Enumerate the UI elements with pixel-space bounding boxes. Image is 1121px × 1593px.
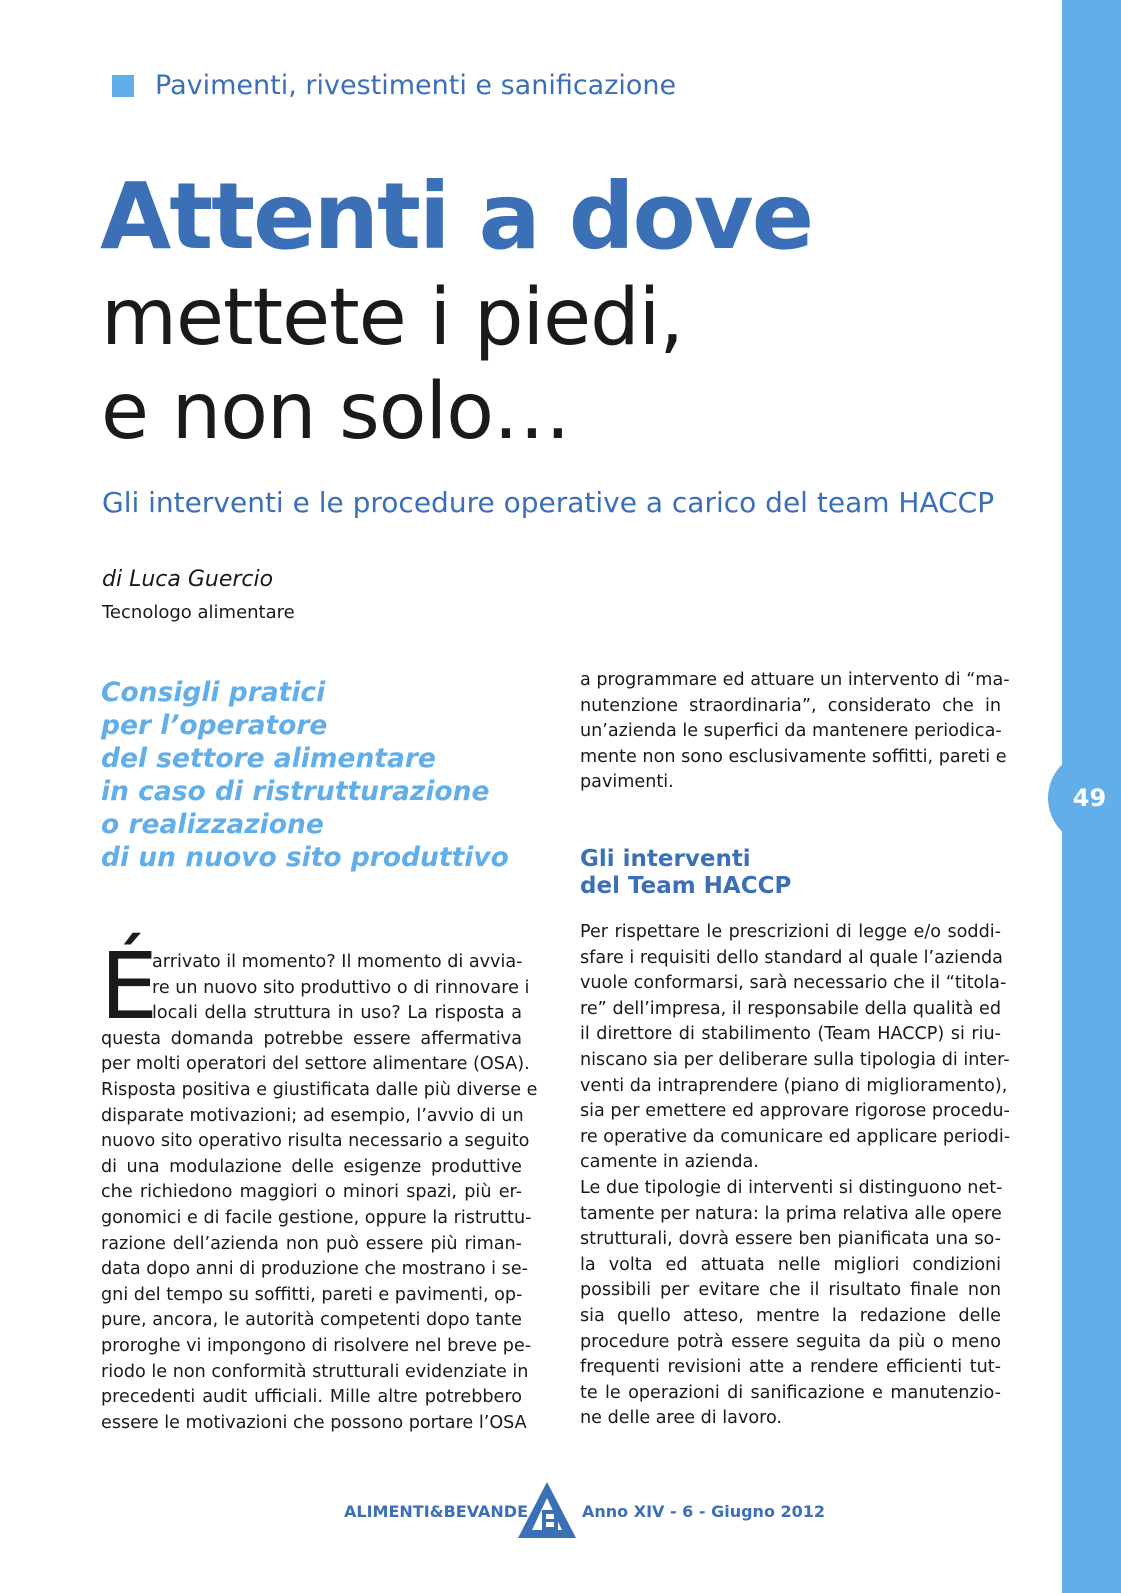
body-line: re operative da comunicare ed applicare periodi- <box>580 1126 1011 1147</box>
body-line: disparate motivazioni; ad esempio, l’avvio di un <box>101 1105 524 1126</box>
footer <box>0 1480 1121 1540</box>
lead-line: o realizzazione <box>101 809 324 840</box>
body-line: re un nuovo sito produttivo o di rinnovare i <box>152 977 530 998</box>
body-line: possibili per evitare che il risultato finale non <box>580 1280 1001 1301</box>
lead-line: Consigli pratici <box>101 677 326 708</box>
body-line: ne delle aree di lavoro. <box>580 1408 783 1429</box>
body-line: Le due tipologie di interventi si distinguono net- <box>580 1177 1003 1198</box>
body-line: questa domanda potrebbe essere affermativa <box>101 1028 522 1049</box>
body-line: a programmare ed attuare un intervento di “ma- <box>580 670 1010 690</box>
body-line: niscano sia per deliberare sulla tipologia di inter- <box>580 1049 1010 1070</box>
lead-block <box>101 676 541 874</box>
body-line: riodo le non conformità strutturali evidenziate in <box>101 1361 529 1382</box>
body-line: razione dell’azienda non può essere più riman- <box>101 1233 522 1254</box>
lead-line: di un nuovo sito produttivo <box>101 842 509 873</box>
title-line-3: e non solo… <box>101 367 570 457</box>
body-line: venti da intraprendere (piano di miglioramento), <box>580 1075 1008 1096</box>
body-line: il direttore di stabilimento (Team HACCP) si riu- <box>580 1024 1001 1045</box>
body-line: precedenti audit ufficiali. Mille altre potrebbero <box>101 1387 522 1408</box>
article-subtitle: Gli interventi e le procedure operative a carico del team HACCP <box>102 486 995 519</box>
lead-line: per l’operatore <box>101 710 328 741</box>
body-line: camente in azienda. <box>580 1152 759 1173</box>
body-line: gni del tempo su soffitti, pareti e pavimenti, op- <box>101 1284 523 1305</box>
body-line: tamente per natura: la prima relativa alle opere <box>580 1203 1002 1224</box>
body-line: di una modulazione delle esigenze produttive <box>101 1156 522 1177</box>
body-line: pavimenti. <box>580 772 674 793</box>
body-line: sia quello atteso, mentre la redazione delle <box>580 1305 1001 1326</box>
title-line-1: Attenti a dove <box>100 163 813 270</box>
body-line: locali della struttura in uso? La risposta a <box>152 1003 522 1024</box>
drop-cap: É <box>100 933 159 1040</box>
lead-line: del settore alimentare <box>101 743 436 774</box>
body-line: nutenzione straordinaria”, considerato che in <box>580 695 1001 716</box>
left-column <box>101 950 538 1436</box>
body-line: procedure potrà essere seguita da più o meno <box>580 1331 1001 1352</box>
body-line: un’azienda le superfici da mantenere periodica- <box>580 721 1002 742</box>
author-role: Tecnologo alimentare <box>102 602 295 623</box>
body-line: te le operazioni di sanificazione e manutenzio- <box>580 1382 1001 1403</box>
body-line: la volta ed attuata nelle migliori condizioni <box>580 1254 1001 1275</box>
section-heading-line: Gli interventi <box>580 846 751 872</box>
body-line: sfare i requisiti dello standard al quale l’azienda <box>580 947 1003 968</box>
body-line: strutturali, dovrà essere ben pianificata una so- <box>580 1229 1001 1250</box>
issue-info: Anno XIV - 6 - Giugno 2012 <box>582 1502 826 1521</box>
right-column-top <box>580 668 1010 796</box>
body-line: nuovo sito operativo risulta necessario a seguito <box>101 1131 530 1152</box>
body-line: per molti operatori del settore alimentare (OSA). <box>101 1054 530 1075</box>
right-column-body <box>580 920 1011 1432</box>
page-number-tab <box>1048 751 1121 845</box>
section-label-text: Pavimenti, rivestimenti e sanificazione <box>155 70 677 101</box>
body-line: gonomici e di facile gestione, oppure la ristruttu- <box>101 1207 532 1228</box>
body-line: sia per emettere ed approvare rigorose procedu- <box>580 1101 1010 1122</box>
section-square-icon <box>112 75 134 97</box>
section-heading <box>580 846 791 900</box>
body-line: proroghe vi impongono di risolvere nel breve pe- <box>101 1335 532 1356</box>
lead-line: in caso di ristrutturazione <box>101 776 490 807</box>
body-line: Per rispettare le prescrizioni di legge e/o soddi- <box>580 922 1001 942</box>
section-heading-line: del Team HACCP <box>580 873 792 899</box>
page-number: 49 <box>1072 784 1107 812</box>
author-name: di Luca Guercio <box>102 567 274 592</box>
magazine-name: ALIMENTI&BEVANDE <box>344 1502 528 1521</box>
body-line: re” dell’impresa, il responsabile della qualità ed <box>580 998 1001 1019</box>
body-line: data dopo anni di produzione che mostrano i se- <box>101 1259 528 1280</box>
body-line: frequenti revisioni atte a rendere efficienti tut- <box>580 1357 1001 1378</box>
body-line: che richiedono maggiori o minori spazi, più er- <box>101 1182 522 1203</box>
section-label <box>112 70 676 101</box>
magazine-logo-icon <box>516 1480 578 1540</box>
body-line: pure, ancora, le autorità competenti dopo tante <box>101 1310 522 1331</box>
body-line: arrivato il momento? Il momento di avvia- <box>152 952 523 972</box>
body-line: mente non sono esclusivamente soffitti, pareti e <box>580 746 1007 767</box>
body-line: Risposta positiva e giustificata dalle più diverse e <box>101 1079 538 1100</box>
body-line: essere le motivazioni che possono portare l’OSA <box>101 1412 527 1433</box>
body-line: vuole conformarsi, sarà necessario che il “titola- <box>580 973 1007 994</box>
title-line-2: mettete i piedi, <box>101 273 684 363</box>
